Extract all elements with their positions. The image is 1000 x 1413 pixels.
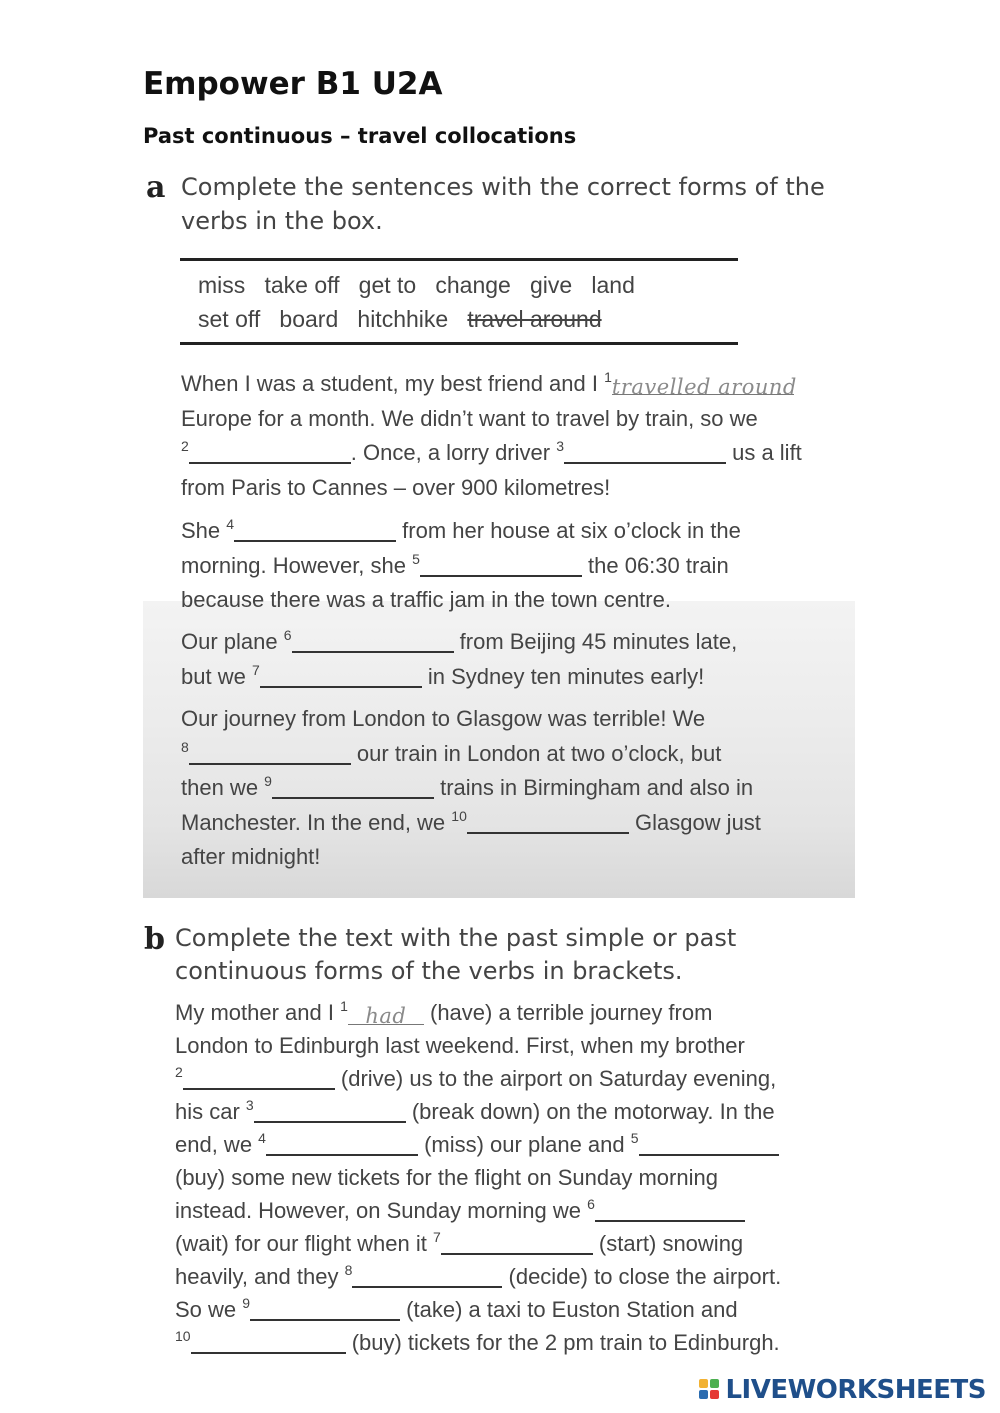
section-b-instruction-line1: Complete the text with the past simple or past <box>175 924 737 952</box>
logo-text: LIVEWORKSHEETS <box>725 1375 986 1405</box>
question-number: 6 <box>283 627 292 643</box>
answer-b9[interactable] <box>250 1297 400 1321</box>
question-number: 4 <box>226 516 235 532</box>
section-a-letter: a <box>146 170 166 205</box>
text: So we <box>175 1297 243 1322</box>
question-number: 6 <box>587 1196 595 1212</box>
box-word-set-off: set off <box>198 306 261 332</box>
text: (start) snowing <box>592 1231 744 1256</box>
section-b-paragraph <box>175 996 781 1359</box>
answer-b1[interactable]: had <box>348 1000 424 1025</box>
text: Europe for a month. We didn’t want to travel by train, so we <box>181 405 758 431</box>
text: because there was a traffic jam in the town centre. <box>181 587 671 612</box>
question-number: 7 <box>432 1229 441 1245</box>
box-word-board: board <box>279 306 339 332</box>
text: morning. However, she <box>181 552 413 578</box>
text: She <box>181 518 227 543</box>
text: heavily, and they <box>175 1264 345 1289</box>
answer-b10[interactable] <box>191 1330 346 1354</box>
text: My mother and I <box>175 1000 341 1025</box>
answer-b5[interactable] <box>639 1132 779 1156</box>
answer-b4[interactable] <box>266 1132 418 1156</box>
question-number: 9 <box>264 773 272 789</box>
question-number: 5 <box>630 1130 639 1146</box>
box-word-get-to: get to <box>358 272 417 298</box>
worksheet-title: Empower B1 U2A <box>143 66 443 102</box>
text: instead. However, on Sunday morning we <box>175 1198 588 1223</box>
answer-a4[interactable] <box>234 518 396 542</box>
section-a-instruction-line2: verbs in the box. <box>181 207 383 235</box>
section-b-letter: b <box>144 922 165 957</box>
text: but we <box>181 663 252 689</box>
liveworksheets-logo-icon <box>699 1379 721 1401</box>
question-number: 8 <box>344 1262 353 1278</box>
word-box-line-1 <box>198 272 635 299</box>
text: Our journey from London to Glasgow was terrible! We <box>181 706 706 731</box>
answer-a10[interactable] <box>467 810 629 834</box>
answer-a2[interactable] <box>189 440 351 464</box>
text: end, we <box>175 1132 259 1157</box>
text: (drive) us to the airport on Saturday evening, <box>334 1066 777 1091</box>
box-word-land: land <box>591 272 635 298</box>
word-box-top-rule <box>180 258 738 261</box>
question-number: 1 <box>604 369 612 385</box>
text: Manchester. In the end, we <box>181 809 452 835</box>
word-box-bottom-rule <box>180 342 738 345</box>
answer-a3[interactable] <box>564 440 726 464</box>
text: the 06:30 train <box>581 552 729 578</box>
answer-a9[interactable] <box>272 775 434 799</box>
worksheet-subtitle: Past continuous – travel collocations <box>143 124 577 148</box>
question-number: 1 <box>340 998 348 1014</box>
section-a-instruction-line1: Complete the sentences with the correct forms of the <box>181 173 825 201</box>
section-b-instruction-line2: continuous forms of the verbs in brackets. <box>175 957 683 985</box>
question-number: 2 <box>181 438 189 454</box>
text: Our plane <box>181 629 284 654</box>
answer-b2[interactable] <box>183 1066 335 1090</box>
box-word-change: change <box>435 272 511 298</box>
box-word-hitchhike: hitchhike <box>357 306 449 332</box>
text: from Beijing 45 minutes late, <box>453 629 738 654</box>
answer-a6[interactable] <box>292 629 454 653</box>
answer-b3[interactable] <box>254 1099 406 1123</box>
text: from Paris to Cannes – over 900 kilometres! <box>181 474 611 500</box>
question-number: 9 <box>242 1295 251 1311</box>
box-word-miss: miss <box>198 272 246 298</box>
liveworksheets-logo[interactable] <box>699 1375 986 1405</box>
text: (miss) our plane and <box>417 1132 631 1157</box>
box-word-crossed-out: travel around <box>467 306 602 332</box>
text: (have) a terrible journey from <box>423 1000 713 1025</box>
answer-a1[interactable]: travelled around <box>612 370 794 395</box>
answer-a7[interactable] <box>260 664 422 688</box>
text: Glasgow just <box>628 809 761 835</box>
text: trains in Birmingham and also in <box>433 775 754 800</box>
section-a-paragraph-2 <box>181 514 741 618</box>
box-word-take-off: take off <box>264 272 340 298</box>
question-number: 5 <box>412 550 420 567</box>
text: (take) a taxi to Euston Station and <box>400 1297 738 1322</box>
question-number: 3 <box>245 1097 254 1113</box>
section-a-paragraph-1 <box>181 367 802 505</box>
text: . Once, a lorry driver <box>350 440 557 465</box>
text: (buy) some new tickets for the flight on Sunday morning <box>175 1165 718 1190</box>
text: us a lift <box>725 440 802 465</box>
question-number: 10 <box>451 807 467 824</box>
question-number: 4 <box>258 1130 266 1146</box>
text: When I was a student, my best friend and I <box>181 371 605 396</box>
text: London to Edinburgh last weekend. First, when my brother <box>175 1033 745 1058</box>
answer-b7[interactable] <box>441 1231 593 1255</box>
text: after midnight! <box>181 844 321 869</box>
answer-a8[interactable] <box>189 741 351 765</box>
text: our train in London at two o’clock, but <box>350 740 722 766</box>
question-number: 8 <box>181 738 189 755</box>
text: (decide) to close the airport. <box>502 1264 782 1289</box>
section-b-instruction <box>175 922 736 988</box>
text: from her house at six o’clock in the <box>396 518 741 543</box>
question-number: 7 <box>251 661 260 678</box>
section-a-paragraph-4 <box>181 702 761 875</box>
word-box-line-2 <box>198 306 602 333</box>
question-number: 10 <box>175 1328 191 1344</box>
text: (wait) for our flight when it <box>175 1231 433 1256</box>
answer-b8[interactable] <box>352 1264 502 1288</box>
section-a-paragraph-3 <box>181 625 737 694</box>
answer-b6[interactable] <box>595 1198 745 1222</box>
text: then we <box>181 775 265 800</box>
question-number: 3 <box>556 438 564 454</box>
text: (buy) tickets for the 2 pm train to Edinburgh. <box>345 1330 780 1355</box>
text: (break down) on the motorway. In the <box>405 1099 775 1124</box>
section-a-instruction <box>181 170 825 238</box>
text: his car <box>175 1099 246 1124</box>
question-number: 2 <box>175 1064 183 1080</box>
text: in Sydney ten minutes early! <box>421 663 705 689</box>
box-word-give: give <box>530 272 573 298</box>
answer-a5[interactable] <box>420 553 582 577</box>
